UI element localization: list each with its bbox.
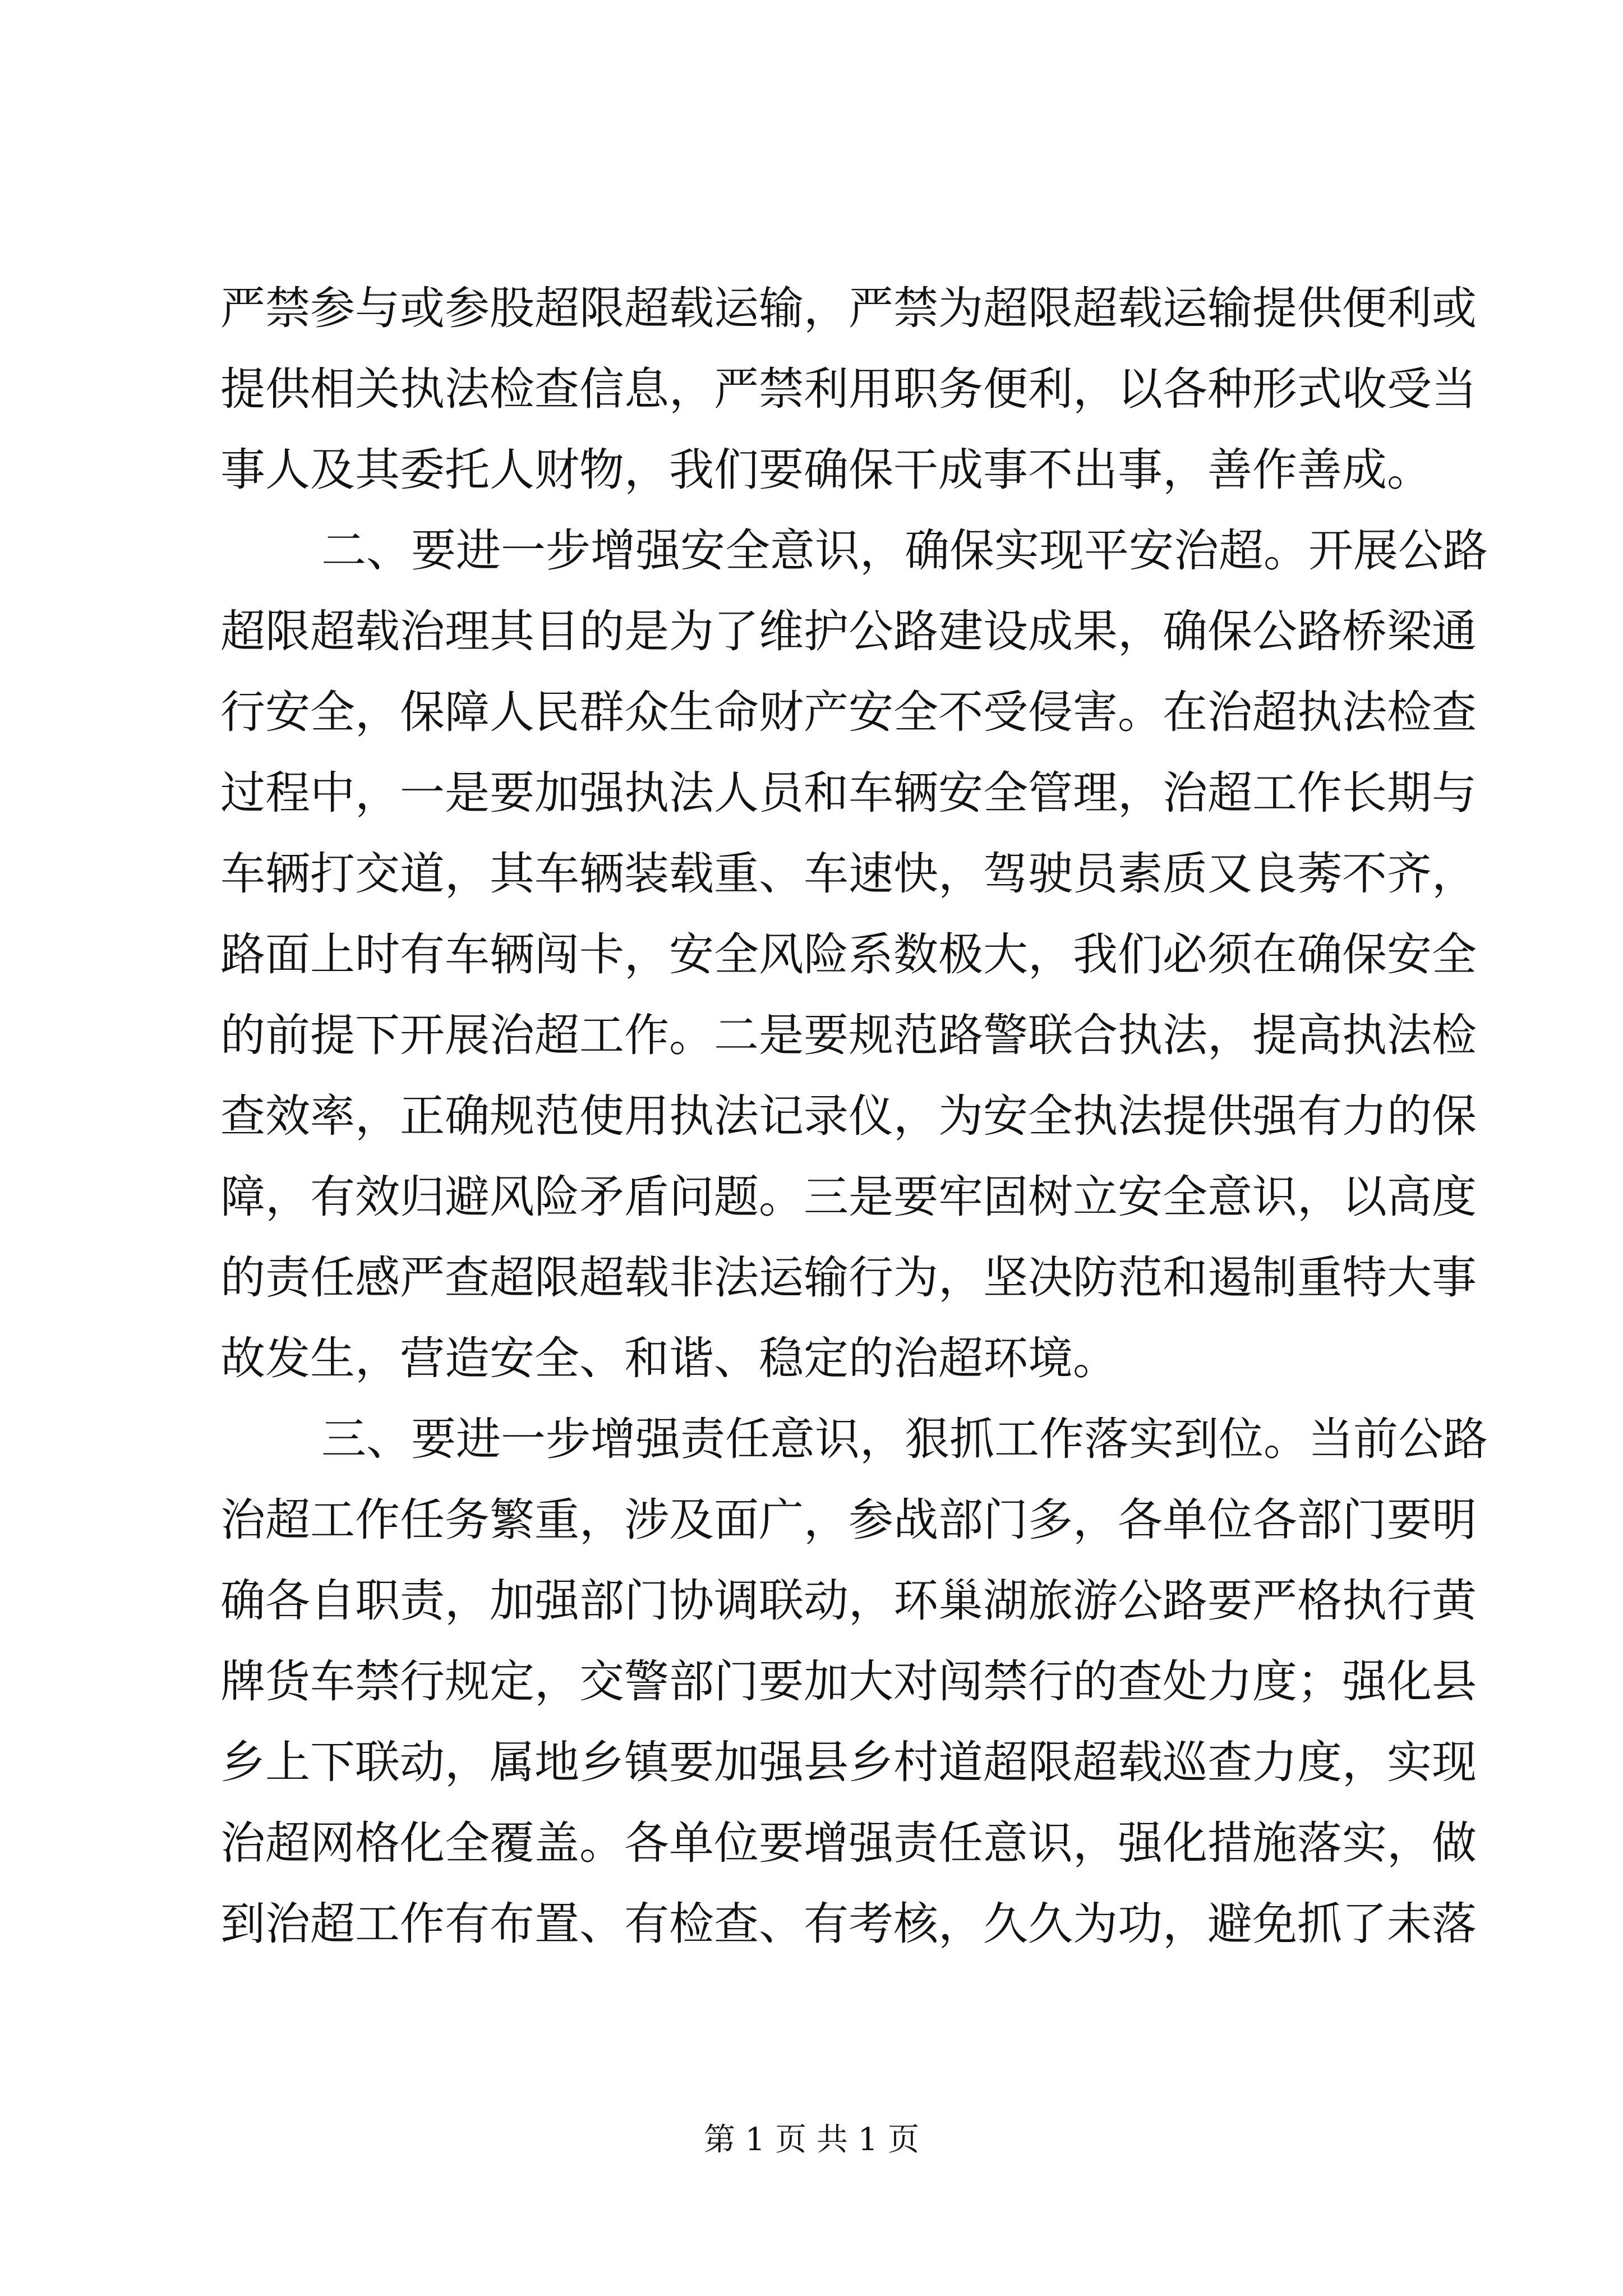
text-line: 严禁参与或参股超限超载运输，严禁为超限超载运输提供便利或 <box>220 282 1477 334</box>
text-line: 牌货车禁行规定，交警部门要加大对闯禁行的查处力度；强化县 <box>220 1655 1477 1708</box>
text-line: 行安全，保障人民群众生命财产安全不受侵害。在治超执法检查 <box>220 686 1477 738</box>
text-line: 二、要进一步增强安全意识，确保实现平安治超。开展公路 <box>321 524 1488 577</box>
text-line: 乡上下联动，属地乡镇要加强县乡村道超限超载巡查力度，实现 <box>220 1736 1477 1788</box>
text-line: 到治超工作有布置、有检查、有考核，久久为功，避免抓了未落 <box>220 1898 1477 1950</box>
text-line: 超限超载治理其目的是为了维护公路建设成果，确保公路桥梁通 <box>220 605 1477 657</box>
text-line: 障，有效归避风险矛盾问题。三是要牢固树立安全意识，以高度 <box>220 1171 1477 1223</box>
text-line: 事人及其委托人财物，我们要确保干成事不出事，善作善成。 <box>220 444 1432 496</box>
text-line: 路面上时有车辆闯卡，安全风险系数极大，我们必须在确保安全 <box>220 928 1477 981</box>
text-line: 的前提下开展治超工作。二是要规范路警联合执法，提高执法检 <box>220 1009 1477 1061</box>
text-line: 的责任感严查超限超载非法运输行为，坚决防范和遏制重特大事 <box>220 1251 1477 1304</box>
document-body <box>220 268 1488 1964</box>
text-line: 查效率，正确规范使用执法记录仪，为安全执法提供强有力的保 <box>220 1090 1477 1142</box>
text-line: 故发生，营造安全、和谐、稳定的治超环境。 <box>220 1332 1118 1384</box>
text-line: 车辆打交道，其车辆装载重、车速快，驾驶员素质又良莠不齐， <box>220 848 1477 900</box>
text-line: 过程中，一是要加强执法人员和车辆安全管理，治超工作长期与 <box>220 767 1477 819</box>
text-line: 治超工作任务繁重，涉及面广，参战部门多，各单位各部门要明 <box>220 1494 1477 1546</box>
text-line: 确各自职责，加强部门协调联动，环巢湖旅游公路要严格执行黄 <box>220 1575 1477 1627</box>
page-number-footer: 第 1 页 共 1 页 <box>703 2122 920 2158</box>
text-line: 三、要进一步增强责任意识，狠抓工作落实到位。当前公路 <box>321 1413 1488 1465</box>
text-line: 提供相关执法检查信息，严禁利用职务便利，以各种形式收受当 <box>220 363 1477 415</box>
text-line: 治超网格化全覆盖。各单位要增强责任意识，强化措施落实，做 <box>220 1817 1477 1869</box>
